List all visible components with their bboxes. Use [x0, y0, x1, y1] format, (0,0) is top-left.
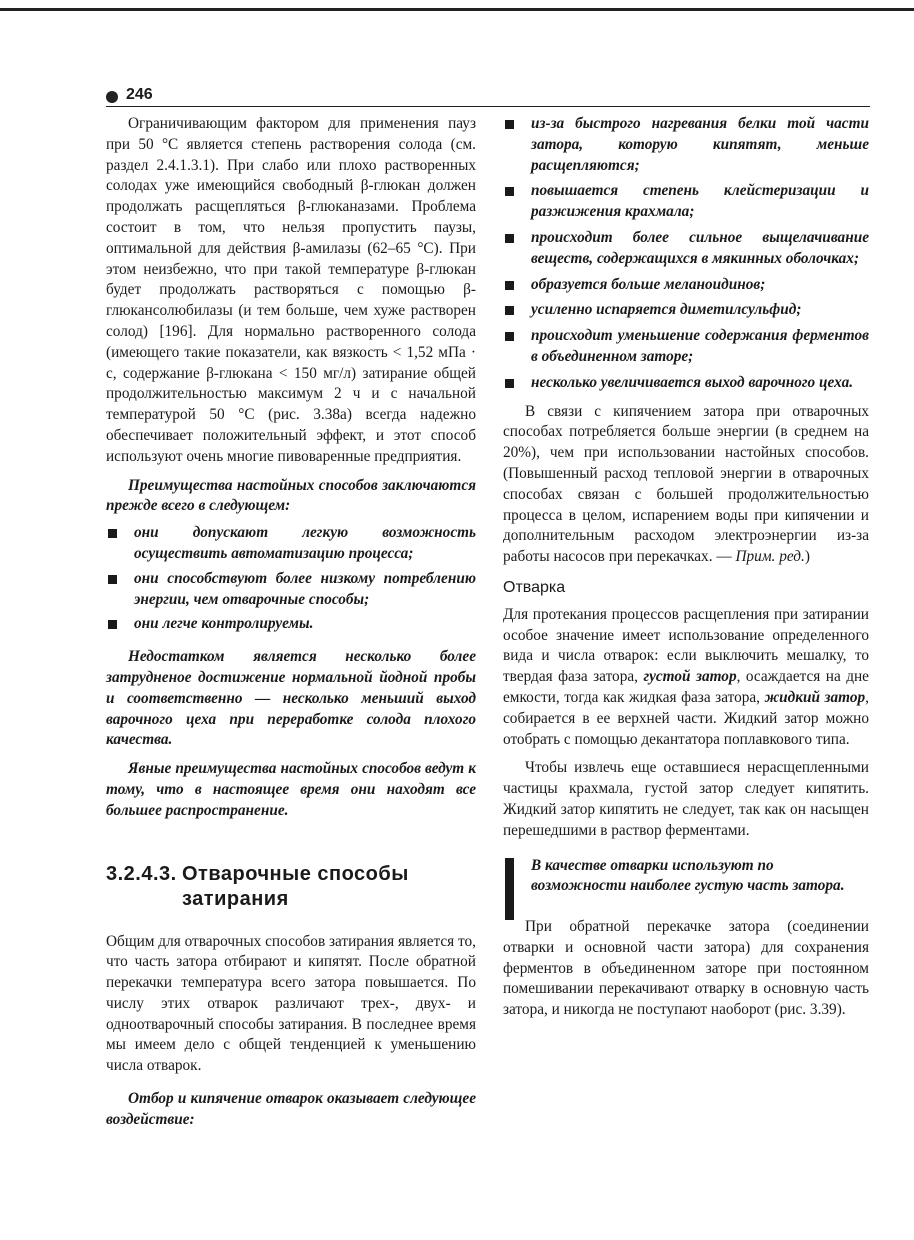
callout-bar: [505, 858, 514, 920]
list-item: происходит более сильное выщелачивание веществ, содержащихся в мякинных оболочках;: [503, 228, 869, 270]
paragraph-clear-advantages: Явные преимущества настойных способов ведут к тому, что в настоящее время они находят все большее распространение.: [106, 760, 476, 819]
list-item: несколько увеличивается выход варочного цеха.: [503, 373, 869, 394]
right-column: [503, 114, 869, 1021]
list-item: они легче контролируемы.: [106, 614, 476, 635]
paragraph-disadvantage: Недостатком является несколько более затрудненое достижение нормальной йодной пробы и соответственно — несколько меньший выход варочного цеха при переработке солода плохого качества.: [106, 648, 476, 749]
list-item: они допускают легкую возможность осуществить автоматизацию процесса;: [106, 523, 476, 565]
paragraph-otvarka: Для протекания процессов расщепления при затирании особое значение имеет использование определенного вида и числа отварок: если выключить мешалку, то твердая фаза затора, густой затор, осаждается на дне емкости, тогда как жидкая фаза затора, жидкий затор, собирается в ее верхней части. Жидкий затор можно отобрать с помощью декантатора поплавкового типа.: [503, 605, 869, 748]
term-liquid-mash: жидкий затор: [764, 688, 866, 706]
bullet-square-icon: [108, 529, 117, 538]
bullet-square-icon: [505, 332, 514, 341]
bullet-square-icon: [108, 620, 117, 629]
list-item: повышается степень клейстеризации и разжижения крахмала;: [503, 181, 869, 223]
list-item: они способствуют более низкому потреблению энергии, чем отварочные способы;: [106, 569, 476, 611]
list-item: происходит уменьшение содержания ферментов в объединенном заторе;: [503, 326, 869, 368]
advantages-intro: Преимущества настойных способов заключаются прежде всего в следующем:: [106, 476, 476, 515]
editor-note: Прим. ред.: [735, 548, 805, 566]
section-title-line-2: затирания: [182, 887, 289, 910]
page-header: [106, 88, 870, 107]
bullet-square-icon: [505, 281, 514, 290]
bullet-square-icon: [108, 575, 117, 584]
section-heading: [106, 862, 476, 912]
section-title-line-1: Отварочные способы: [182, 862, 409, 885]
bullet-square-icon: [505, 234, 514, 243]
bullet-square-icon: [505, 379, 514, 388]
left-column: [106, 114, 476, 1131]
paragraph-extract: Чтобы извлечь еще оставшиеся нерасщепленными частицы крахмала, густой затор следует кипятить. Жидкий затор кипятить не следует, так как он насыщен перешедшими в раствор ферментами.: [503, 759, 869, 839]
bullet-square-icon: [505, 120, 514, 129]
paragraph-effect-intro: Отбор и кипячение отварок оказывает следующее воздействие:: [106, 1090, 476, 1128]
callout-box: [503, 856, 869, 898]
term-thick-mash: густой затор: [643, 668, 737, 686]
page-marker-icon: [106, 91, 118, 103]
advantages-list: [106, 523, 476, 635]
subheading-otvarka: Отварка: [503, 578, 566, 596]
list-item: из-за быстрого нагревания белки той части затора, которую кипятят, меньше расщепляются;: [503, 114, 869, 176]
paragraph-pause-limits: Ограничивающим фактором для применения пауз при 50 °С является степень растворения солода (см. раздел 2.4.1.3.1). При слабо или плохо растворенных солодах уже имеющийся свободный β-глюкан должен продолжать расщепляться β-глюканазами. Проблема состоит в том, что нельзя пропустить паузы, оптимальной для действия β-амилазы (62–65 °С). При этом неизбежно, что при такой температуре β-глюкан будет продолжать растворяться с помощью β-глюкансолюбилазы (и тем больше, чем хуже растворен солод) [196]. Для нормально растворенного солода (имеющего такие показатели, как вязкость < 1,52 мПа · с, содержание β-глюкана < 150 мг/л) затирание общей продолжительностью максимум 2 ч и с начальной температурой 50 °С (рис. 3.38а) всегда надежно обеспечивает положительный эффект, и этот способ используют очень многие пивоваренные предприятия.: [106, 115, 476, 465]
section-number: 3.2.4.3.: [106, 862, 177, 885]
paragraph-energy: В связи с кипячением затора при отварочных способах потребляется больше энергии (в среднем на 20%), чем при использовании настойных способов. (Повышенный расход тепловой энергии в отварочных способах связан с большей продолжительностью процесса в целом, испарением воды при кипячении и дополнительным расходом электроэнергии из-за работы насосов при перекачках. — Прим. ред.): [503, 402, 869, 566]
paragraph-return: При обратной перекачке затора (соединении отварки и основной части затора) для сохранения ферментов в объединенном заторе при постоянном помешивании перекачивают отварку в основную часть затора, и никогда не поступают наоборот (рис. 3.39).: [503, 918, 869, 1019]
list-item: образуется больше меланоидинов;: [503, 275, 869, 296]
callout-text: В качестве отварки используют по возможности наиболее густую часть затора.: [531, 856, 845, 895]
bullet-square-icon: [505, 306, 514, 315]
page-number: 246: [126, 86, 153, 103]
effects-list: [503, 114, 869, 394]
top-border-rule: [0, 8, 914, 11]
paragraph-common: Общим для отварочных способов затирания является то, что часть затора отбирают и кипятят. После обратной перекачки температура всего затора повышается. По числу этих отварок различают трех-, двух- и одноотварочный способы затирания. В последнее время мы имеем дело с общей тенденцией к уменьшению числа отварок.: [106, 932, 476, 1075]
bullet-square-icon: [505, 187, 514, 196]
list-item: усиленно испаряется диметилсульфид;: [503, 300, 869, 321]
